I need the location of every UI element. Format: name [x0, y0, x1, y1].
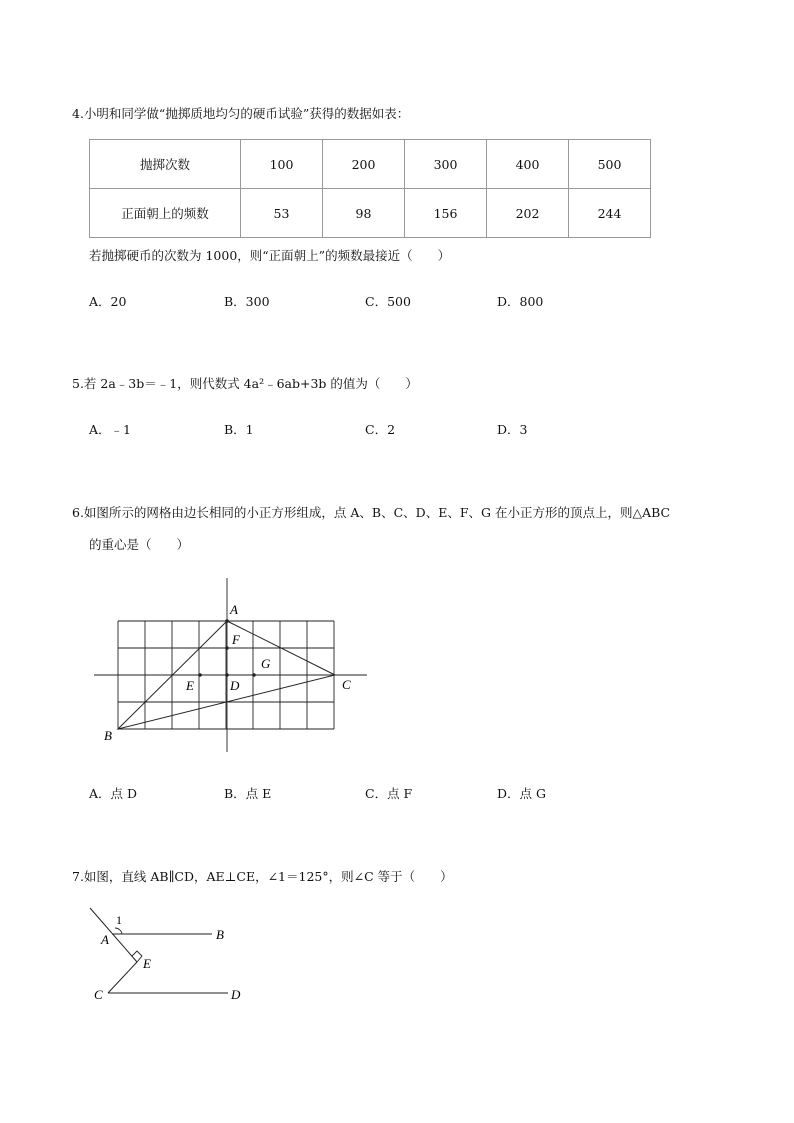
table-cell: 244 — [569, 189, 651, 238]
table-cell: 200 — [323, 140, 405, 189]
q4-stem: 4.小明和同学做“抛掷质地均匀的硬币试验”获得的数据如表： — [72, 106, 410, 121]
label-d: D — [231, 987, 241, 1002]
q4-option-a: A．20 — [89, 294, 127, 309]
q6-stem-line1: 6.如图所示的网格由边长相同的小正方形组成，点 A、B、C、D、E、F、G 在小正方形的顶点上，则△ABC — [72, 505, 671, 520]
table-cell: 53 — [241, 189, 323, 238]
point-a — [225, 619, 229, 623]
segment-ec — [108, 962, 137, 993]
label-d: D — [230, 678, 240, 693]
angle-1-arc — [115, 928, 122, 934]
q5-stem: 5.若 2a﹣3b＝﹣1，则代数式 4a²﹣6ab+3b 的值为（ ） — [72, 376, 418, 391]
table-cell: 500 — [569, 140, 651, 189]
point-e — [198, 673, 202, 677]
label-e: E — [143, 956, 151, 971]
point-f — [225, 646, 229, 650]
label-f: F — [232, 632, 240, 647]
table-cell: 98 — [323, 189, 405, 238]
table-cell: 156 — [405, 189, 487, 238]
q7-stem: 7.如图，直线 AB∥CD，AE⊥CE，∠1＝125°，则∠C 等于（ ） — [72, 869, 453, 884]
q6-option-c: C．点 F — [365, 786, 413, 801]
q5-option-c: C．2 — [365, 422, 396, 437]
label-a: A — [230, 602, 238, 617]
table-cell: 抛掷次数 — [90, 140, 241, 189]
q5-option-a: A．﹣1 — [89, 422, 131, 437]
point-g — [252, 673, 256, 677]
table-cell: 400 — [487, 140, 569, 189]
label-angle-1: 1 — [116, 913, 122, 927]
q5-option-b: B．1 — [224, 422, 254, 437]
label-g: G — [261, 656, 271, 671]
table-cell: 202 — [487, 189, 569, 238]
q6-option-b: B．点 E — [224, 786, 272, 801]
q4-option-c: C．500 — [365, 294, 411, 309]
table-cell: 300 — [405, 140, 487, 189]
label-b: B — [216, 927, 224, 942]
q7-parallel-figure — [90, 908, 241, 1002]
q6-stem-line2: 的重心是（ ） — [89, 537, 190, 552]
q6-option-d: D．点 G — [497, 786, 546, 801]
q4-option-d: D．800 — [497, 294, 544, 309]
q4-question: 若抛掷硬币的次数为 1000，则“正面朝上”的频数最接近（ ） — [89, 248, 451, 263]
table-cell: 正面朝上的频数 — [90, 189, 241, 238]
label-e: E — [186, 678, 194, 693]
table-cell: 100 — [241, 140, 323, 189]
right-angle-mark — [132, 951, 142, 962]
label-b: B — [104, 728, 112, 743]
label-c: C — [342, 677, 351, 692]
transversal-line — [90, 908, 137, 962]
point-d — [225, 673, 229, 677]
q6-option-a: A．点 D — [89, 786, 138, 801]
q5-option-d: D．3 — [497, 422, 528, 437]
label-c: C — [94, 987, 103, 1002]
q4-option-b: B．300 — [224, 294, 270, 309]
label-a: A — [101, 932, 109, 947]
